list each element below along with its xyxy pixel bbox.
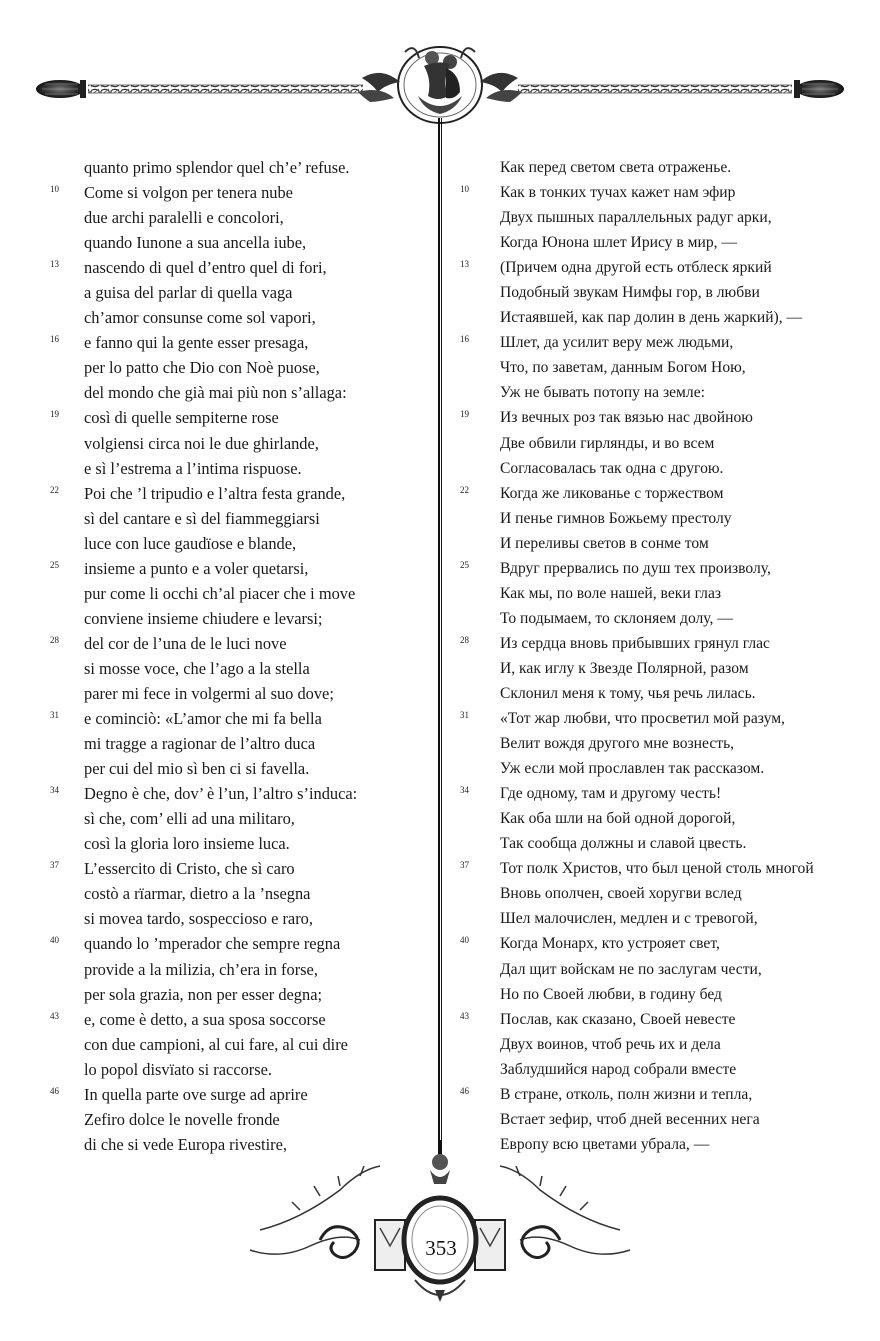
verse-line: [460, 230, 870, 255]
line-number: 28: [50, 634, 59, 645]
verse-line: [460, 155, 870, 180]
verse-text: di che si vede Europa rivestire,: [84, 1134, 287, 1154]
verse-text: Из вечных роз так вязью нас двойною: [500, 409, 753, 427]
verse-line: [50, 230, 430, 255]
line-number: 19: [460, 409, 469, 420]
verse-text: nascendo di quel d’entro quel di fori,: [84, 258, 327, 278]
verse-text: luce con luce gaudïose e blande,: [84, 533, 297, 553]
verse-line: [50, 556, 430, 581]
verse-line: [460, 806, 870, 831]
line-number: 46: [460, 1085, 469, 1096]
verse-line: [50, 982, 430, 1007]
line-number: 16: [460, 334, 469, 345]
foliage-left-icon: [250, 1166, 380, 1254]
verse-text: Шел малочислен, медлен и с тревогой,: [500, 910, 758, 928]
verse-text: Zefiro dolce le novelle fronde: [84, 1109, 280, 1129]
verse-text: e, come è detto, a sua sposa soccorse: [84, 1009, 326, 1029]
verse-text: Как оба шли на бой одной дорогой,: [500, 810, 736, 828]
verse-line: [460, 280, 870, 305]
verse-line: [50, 280, 430, 305]
verse-text: quando lo ’mperador che sempre regna: [84, 934, 341, 954]
verse-text: Двух воинов, чтоб речь их и дела: [500, 1035, 721, 1053]
verse-text: a guisa del parlar di quella vaga: [84, 283, 293, 303]
verse-text: Когда Монарх, кто устрояет свет,: [500, 935, 720, 953]
finial-left-icon: [36, 80, 86, 98]
verse-line: [50, 681, 430, 706]
verse-line: [50, 931, 430, 956]
line-number: 13: [50, 259, 59, 270]
verse-text: così di quelle sempiterne rose: [84, 408, 279, 428]
verse-line: [460, 1057, 870, 1082]
verse-line: [460, 205, 870, 230]
verse-line: [460, 756, 870, 781]
verse-text: Degno è che, dov’ è l’un, l’altro s’induca:: [84, 784, 358, 804]
verse-line: [460, 706, 870, 731]
verse-line: [50, 531, 430, 556]
verse-line: [460, 881, 870, 906]
verse-line: [50, 1032, 430, 1057]
verse-text: del mondo che già mai più non s’allaga:: [84, 383, 347, 403]
line-number: 28: [460, 634, 469, 645]
verse-line: [460, 631, 870, 656]
line-number: 19: [50, 409, 59, 420]
verse-line: [460, 431, 870, 456]
verse-text: pur come li occhi ch’al piacer che i move: [84, 583, 356, 603]
verse-text: In quella parte ove surge ad aprire: [84, 1084, 308, 1104]
verse-text: В стране, отколь, полн жизни и тепла,: [500, 1085, 753, 1103]
column-divider: [437, 118, 443, 1160]
verse-text: И, как иглу к Звезде Полярной, разом: [500, 659, 749, 677]
verse-line: [460, 405, 870, 430]
verse-line: [50, 481, 430, 506]
verse-line: [460, 931, 870, 956]
urn-icon: [430, 1140, 450, 1184]
verse-text: due archi paralelli e concolori,: [84, 208, 284, 228]
verse-text: Как в тонких тучах кажет нам эфир: [500, 184, 736, 202]
verse-text: costò a rïarmar, dietro a la ’nsegna: [84, 884, 311, 904]
verse-line: [50, 405, 430, 430]
verse-line: [50, 631, 430, 656]
line-number: 10: [460, 184, 469, 195]
line-number: 46: [50, 1085, 59, 1096]
line-number: 22: [50, 484, 59, 495]
verse-text: Истаявшей, как пар долин в день жаркий), —: [500, 309, 803, 327]
verse-line: [50, 330, 430, 355]
verse-text: per cui del mio sì ben ci si favella.: [84, 759, 310, 779]
verse-line: [50, 706, 430, 731]
verse-line: [50, 1107, 430, 1132]
verse-line: [50, 355, 430, 380]
verse-text: così la gloria loro insieme luca.: [84, 834, 290, 854]
verse-text: Тот полк Христов, что был ценой столь многой: [500, 860, 814, 878]
verse-text: Велит вождя другого мне вознесть,: [500, 735, 735, 753]
verse-text: Двух пышных параллельных радуг арки,: [500, 209, 772, 227]
verse-text: quando Iunone a sua ancella iube,: [84, 233, 307, 253]
verse-text: lo popol disvïato si raccorse.: [84, 1059, 272, 1079]
verse-text: Европу всю цветами убрала, —: [500, 1135, 710, 1153]
verse-text: insieme a punto e a voler quetarsi,: [84, 558, 309, 578]
verse-line: [50, 606, 430, 631]
verse-text: con due campioni, al cui fare, al cui dire: [84, 1034, 348, 1054]
russian-column: [460, 155, 870, 1157]
verse-line: [460, 531, 870, 556]
verse-line: [50, 831, 430, 856]
verse-line: [460, 856, 870, 881]
scroll-left-icon: [320, 1220, 405, 1270]
verse-text: Но по Своей любви, в годину бед: [500, 985, 722, 1003]
verse-text: Склонил меня к тому, чья речь лилась.: [500, 684, 756, 702]
verse-text: conviene insieme chiudere e levarsi;: [84, 608, 323, 628]
verse-text: И переливы светов в сонме том: [500, 534, 709, 552]
verse-text: Как перед светом света отраженье.: [500, 159, 732, 176]
verse-line: [50, 806, 430, 831]
line-number: 43: [460, 1010, 469, 1021]
verse-line: [460, 681, 870, 706]
verse-text: Так сообща должны и славой цвесть.: [500, 835, 747, 853]
verse-line: [460, 481, 870, 506]
verse-line: [460, 731, 870, 756]
line-number: 34: [460, 785, 469, 796]
verse-line: [50, 756, 430, 781]
verse-line: [460, 957, 870, 982]
line-number: 16: [50, 334, 59, 345]
verse-line: [50, 431, 430, 456]
verse-text: e sì l’estrema a l’intima rispuose.: [84, 458, 302, 478]
line-number: 37: [50, 860, 59, 871]
verse-line: [460, 1107, 870, 1132]
verse-text: Подобный звукам Нимфы гор, в любви: [500, 284, 760, 302]
verse-text: Уж не бывать потопу на земле:: [500, 384, 705, 402]
verse-text: Когда Юнона шлет Ирису в мир, —: [500, 234, 738, 252]
line-number: 43: [50, 1010, 59, 1021]
verse-line: [50, 1082, 430, 1107]
verse-line: [50, 1007, 430, 1032]
line-number: 40: [50, 935, 59, 946]
verse-line: [50, 581, 430, 606]
verse-line: [460, 355, 870, 380]
verse-text: Come si volgon per tenera nube: [84, 183, 293, 203]
verse-line: [460, 982, 870, 1007]
verse-line: [50, 506, 430, 531]
line-number: 31: [50, 710, 59, 721]
verse-line: [460, 581, 870, 606]
verse-line: [50, 155, 430, 180]
verse-text: Как мы, по воле нашей, веки глаз: [500, 584, 722, 602]
verse-line: [50, 881, 430, 906]
verse-line: [50, 856, 430, 881]
verse-line: [50, 180, 430, 205]
verse-text: si movea tardo, sospeccioso e raro,: [84, 909, 313, 929]
verse-line: [50, 305, 430, 330]
verse-line: [460, 906, 870, 931]
verse-line: [460, 330, 870, 355]
verse-line: [50, 255, 430, 280]
line-number: 37: [460, 860, 469, 871]
verse-line: [460, 781, 870, 806]
verse-text: Согласовалась так одна с другою.: [500, 459, 724, 477]
verse-text: Вновь ополчен, своей хоругви вслед: [500, 885, 742, 903]
verse-line: [460, 255, 870, 280]
verse-text: (Причем одна другой есть отблеск яркий: [500, 259, 772, 277]
line-number: 25: [460, 559, 469, 570]
verse-text: e fanno qui la gente esser presaga,: [84, 333, 309, 353]
verse-text: e cominciò: «L’amor che mi fa bella: [84, 709, 322, 729]
verse-text: parer mi fece in volgermi al suo dove;: [84, 683, 334, 703]
verse-text: То подымаем, то склоняем долу, —: [500, 609, 733, 627]
verse-line: [460, 831, 870, 856]
verse-line: [50, 656, 430, 681]
line-number: 34: [50, 785, 59, 796]
verse-text: Где одному, там и другому честь!: [500, 785, 722, 803]
verse-line: [460, 305, 870, 330]
verse-line: [460, 506, 870, 531]
line-number: 40: [460, 935, 469, 946]
verse-line: [50, 1057, 430, 1082]
verse-line: [460, 606, 870, 631]
verse-line: [460, 1032, 870, 1057]
verse-line: [460, 456, 870, 481]
verse-text: quanto primo splendor quel ch’e’ refuse.: [84, 158, 350, 177]
verse-line: [50, 906, 430, 931]
verse-line: [460, 1082, 870, 1107]
verse-line: [460, 380, 870, 405]
verse-text: Уж если мой прославлен так рассказом.: [500, 760, 765, 778]
verse-text: Дал щит войскам не по заслугам чести,: [500, 960, 762, 978]
verse-text: del cor de l’una de le luci nove: [84, 633, 287, 653]
verse-line: [460, 1007, 870, 1032]
verse-line: [460, 556, 870, 581]
verse-text: L’essercito di Cristo, che sì caro: [84, 859, 295, 879]
verse-text: И пенье гимнов Божьему престолу: [500, 509, 732, 527]
line-number: 10: [50, 184, 59, 195]
verse-text: Когда же ликованье с торжеством: [500, 484, 724, 502]
verse-text: Poi che ’l tripudio e l’altra festa grande,: [84, 483, 346, 503]
verse-line: [50, 456, 430, 481]
verse-text: sì che, com’ elli ad una militaro,: [84, 809, 295, 829]
verse-text: volgiensi circa noi le due ghirlande,: [84, 433, 319, 453]
line-number: 22: [460, 484, 469, 495]
verse-text: si mosse voce, che l’ago a la stella: [84, 658, 310, 678]
rope-rod-right: [518, 85, 792, 93]
scroll-right-icon: [475, 1220, 560, 1270]
verse-text: Заблудшийся народ собрали вместе: [500, 1060, 737, 1078]
verse-text: «Тот жар любви, что просветил мой разум,: [500, 710, 785, 728]
verse-line: [460, 656, 870, 681]
rope-rod-left: [88, 85, 363, 93]
verse-text: per lo patto che Dio con Noè puose,: [84, 358, 320, 378]
line-number: 25: [50, 559, 59, 570]
verse-text: per sola grazia, non per esser degna;: [84, 984, 323, 1004]
line-number: 31: [460, 710, 469, 721]
verse-line: [50, 205, 430, 230]
cherub-medallion-icon: [358, 47, 522, 123]
foliage-right-icon: [500, 1166, 630, 1254]
finial-right-icon: [794, 80, 844, 98]
verse-text: ch’amor consunse come sol vapori,: [84, 308, 316, 328]
line-number: 13: [460, 259, 469, 270]
verse-text: Две обвили гирлянды, и во всем: [500, 434, 715, 452]
verse-text: Из сердца вновь прибывших грянул глас: [500, 634, 770, 652]
verse-text: Вдруг прервались по душ тех произволу,: [500, 559, 771, 577]
verse-text: mi tragge a ragionar de l’altro duca: [84, 734, 316, 754]
verse-text: provide a la milizia, ch’era in forse,: [84, 959, 318, 979]
verse-line: [50, 731, 430, 756]
verse-text: Шлет, да усилит веру меж людьми,: [500, 334, 734, 352]
verse-line: [50, 957, 430, 982]
verse-text: Послав, как сказано, Своей невесте: [500, 1010, 736, 1028]
verse-line: [50, 781, 430, 806]
verse-text: sì del cantare e sì del fiammeggiarsi: [84, 508, 320, 528]
verse-line: [50, 380, 430, 405]
verse-line: [460, 180, 870, 205]
page-number: 353: [425, 1228, 457, 1268]
italian-column: [50, 155, 430, 1157]
verse-text: Что, по заветам, данным Богом Ною,: [500, 359, 746, 377]
verse-text: Встает зефир, чтоб дней весенних нега: [500, 1110, 760, 1128]
